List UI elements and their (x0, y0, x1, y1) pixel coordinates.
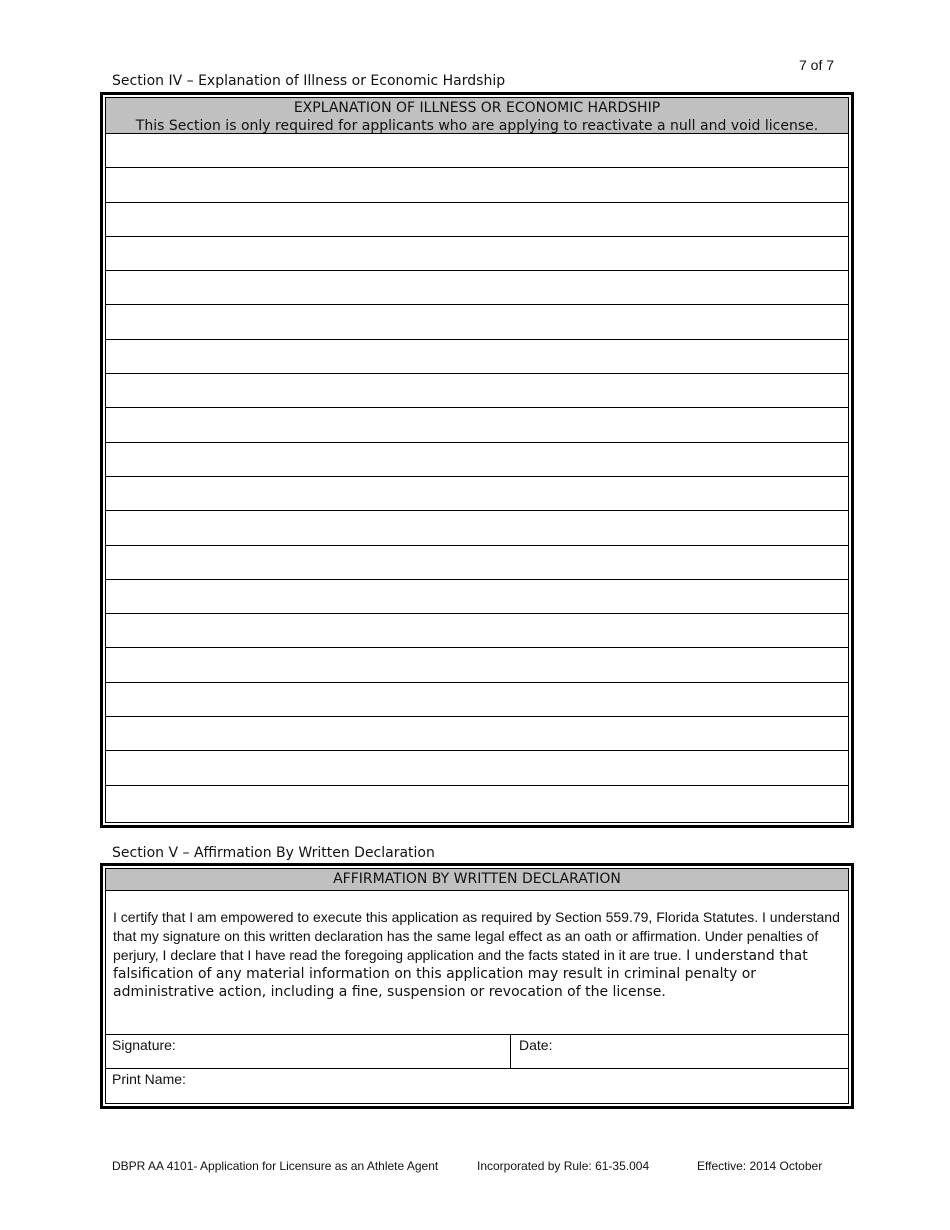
signature-field[interactable] (106, 1035, 511, 1068)
explanation-line[interactable] (106, 168, 848, 202)
affirmation-box (100, 863, 854, 1109)
explanation-line[interactable] (106, 511, 848, 545)
explanation-line[interactable] (106, 340, 848, 374)
affirmation-box-title: AFFIRMATION BY WRITTEN DECLARATION (106, 869, 848, 891)
footer-effective-date: Effective: 2014 October (697, 1159, 823, 1173)
explanation-line[interactable] (106, 546, 848, 580)
explanation-box-inner (105, 97, 849, 823)
affirmation-statement-part1: I certify that I am empowered to execute this application as required by Section 559.79, Florida Statutes. I understand that my signature on this written declaration has the same legal effect as an oath or affirmation. Under penalties of perjury, I declare that I have read the foregoing application and the facts stated in it are true. (113, 909, 840, 963)
signature-row (106, 1035, 848, 1069)
explanation-line[interactable] (106, 305, 848, 339)
section-5-heading: Section V – Affirmation By Written Declaration (112, 845, 435, 861)
affirmation-box-inner (105, 868, 849, 1104)
section-4-heading: Section IV – Explanation of Illness or Economic Hardship (112, 73, 506, 89)
explanation-line[interactable] (106, 717, 848, 751)
date-field[interactable] (511, 1035, 848, 1068)
signature-label: Signature: (112, 1037, 176, 1053)
explanation-line[interactable] (106, 786, 848, 820)
explanation-line[interactable] (106, 443, 848, 477)
explanation-line[interactable] (106, 134, 848, 168)
page-number: 7 of 7 (799, 57, 835, 73)
explanation-line[interactable] (106, 271, 848, 305)
explanation-box-title: EXPLANATION OF ILLNESS OR ECONOMIC HARDSHIP (293, 100, 661, 116)
explanation-box-header (106, 98, 848, 134)
explanation-box-subtitle: This Section is only required for applicants who are applying to reactivate a null and void license. (135, 118, 819, 134)
footer-rule: Incorporated by Rule: 61-35.004 (477, 1159, 650, 1173)
explanation-line[interactable] (106, 477, 848, 511)
explanation-line[interactable] (106, 683, 848, 717)
explanation-line[interactable] (106, 648, 848, 682)
explanation-line[interactable] (106, 751, 848, 785)
explanation-line[interactable] (106, 614, 848, 648)
explanation-line[interactable] (106, 203, 848, 237)
explanation-line[interactable] (106, 580, 848, 614)
footer-form-id: DBPR AA 4101- Application for Licensure as an Athlete Agent (112, 1159, 439, 1173)
explanation-line[interactable] (106, 408, 848, 442)
date-label: Date: (519, 1037, 553, 1053)
print-name-label: Print Name: (112, 1071, 186, 1087)
explanation-box (100, 92, 854, 828)
explanation-line[interactable] (106, 374, 848, 408)
affirmation-statement-part2: I understand that falsification of any material information on this application may result in criminal penalty or administrative action, including a fine, suspension or revocation of the license. (113, 948, 808, 1000)
affirmation-statement (106, 891, 848, 1035)
print-name-field[interactable] (106, 1069, 848, 1103)
explanation-line[interactable] (106, 237, 848, 271)
